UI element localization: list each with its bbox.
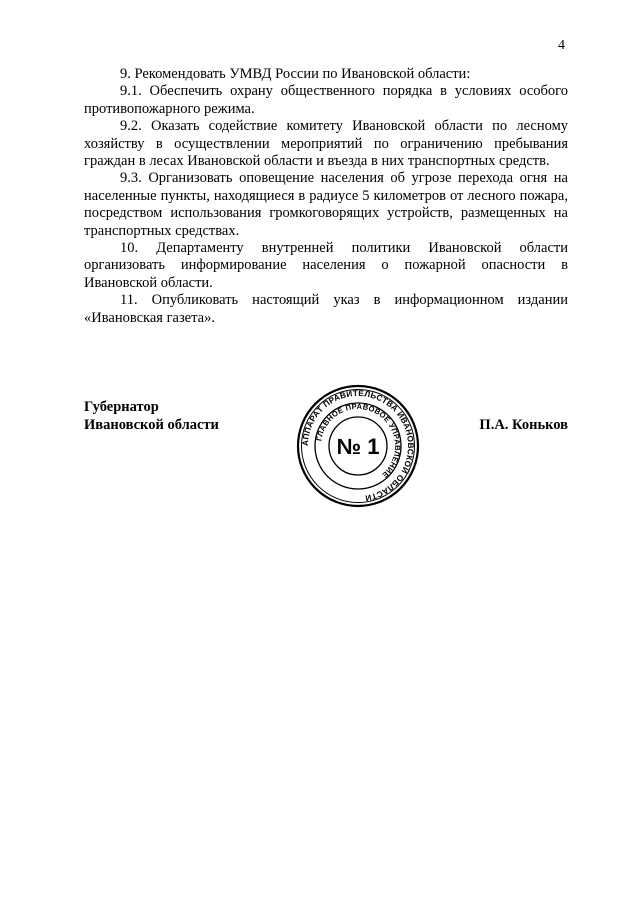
document-body bbox=[84, 66, 568, 327]
signatory-title-line2: Ивановской области bbox=[84, 417, 219, 433]
paragraph-9-2: 9.2. Оказать содействие комитету Ивановской области по лесному хозяйству в осуществлении мероприятий по ограничению пребывания граждан в лесах Ивановской области и въезда в них транспортных средств. bbox=[84, 118, 568, 170]
paragraph-9-3: 9.3. Организовать оповещение населения об угрозе перехода огня на населенные пункты, находящиеся в радиусе 5 километров от лесного пожара, посредством использования громкоговорящих устройств, размещенных на транспортных средствах. bbox=[84, 170, 568, 239]
paragraph-9-1: 9.1. Обеспечить охрану общественного порядка в условиях особого противопожарного режима. bbox=[84, 83, 568, 117]
signatory-title-line1: Губернатор bbox=[84, 399, 159, 415]
signatory-title bbox=[84, 398, 219, 434]
official-stamp bbox=[296, 384, 420, 508]
page-number: 4 bbox=[558, 38, 565, 53]
stamp-inner-text: ГЛАВНОЕ ПРАВОВОЕ УПРАВЛЕНИЕ bbox=[314, 401, 403, 480]
stamp-number: № 1 bbox=[336, 434, 380, 459]
paragraph-11: 11. Опубликовать настоящий указ в информационном издании «Ивановская газета». bbox=[84, 292, 568, 326]
paragraph-9: 9. Рекомендовать УМВД России по Ивановской области: bbox=[120, 66, 471, 82]
signatory-name: П.А. Коньков bbox=[479, 417, 568, 433]
stamp-outer-text: АППАРАТ ПРАВИТЕЛЬСТВА ИВАНОВСКОЙ ОБЛАСТИ bbox=[300, 388, 416, 503]
paragraph-10: 10. Департаменту внутренней политики Ивановской области организовать информирование населения о пожарной опасности в Ивановской области. bbox=[84, 240, 568, 291]
